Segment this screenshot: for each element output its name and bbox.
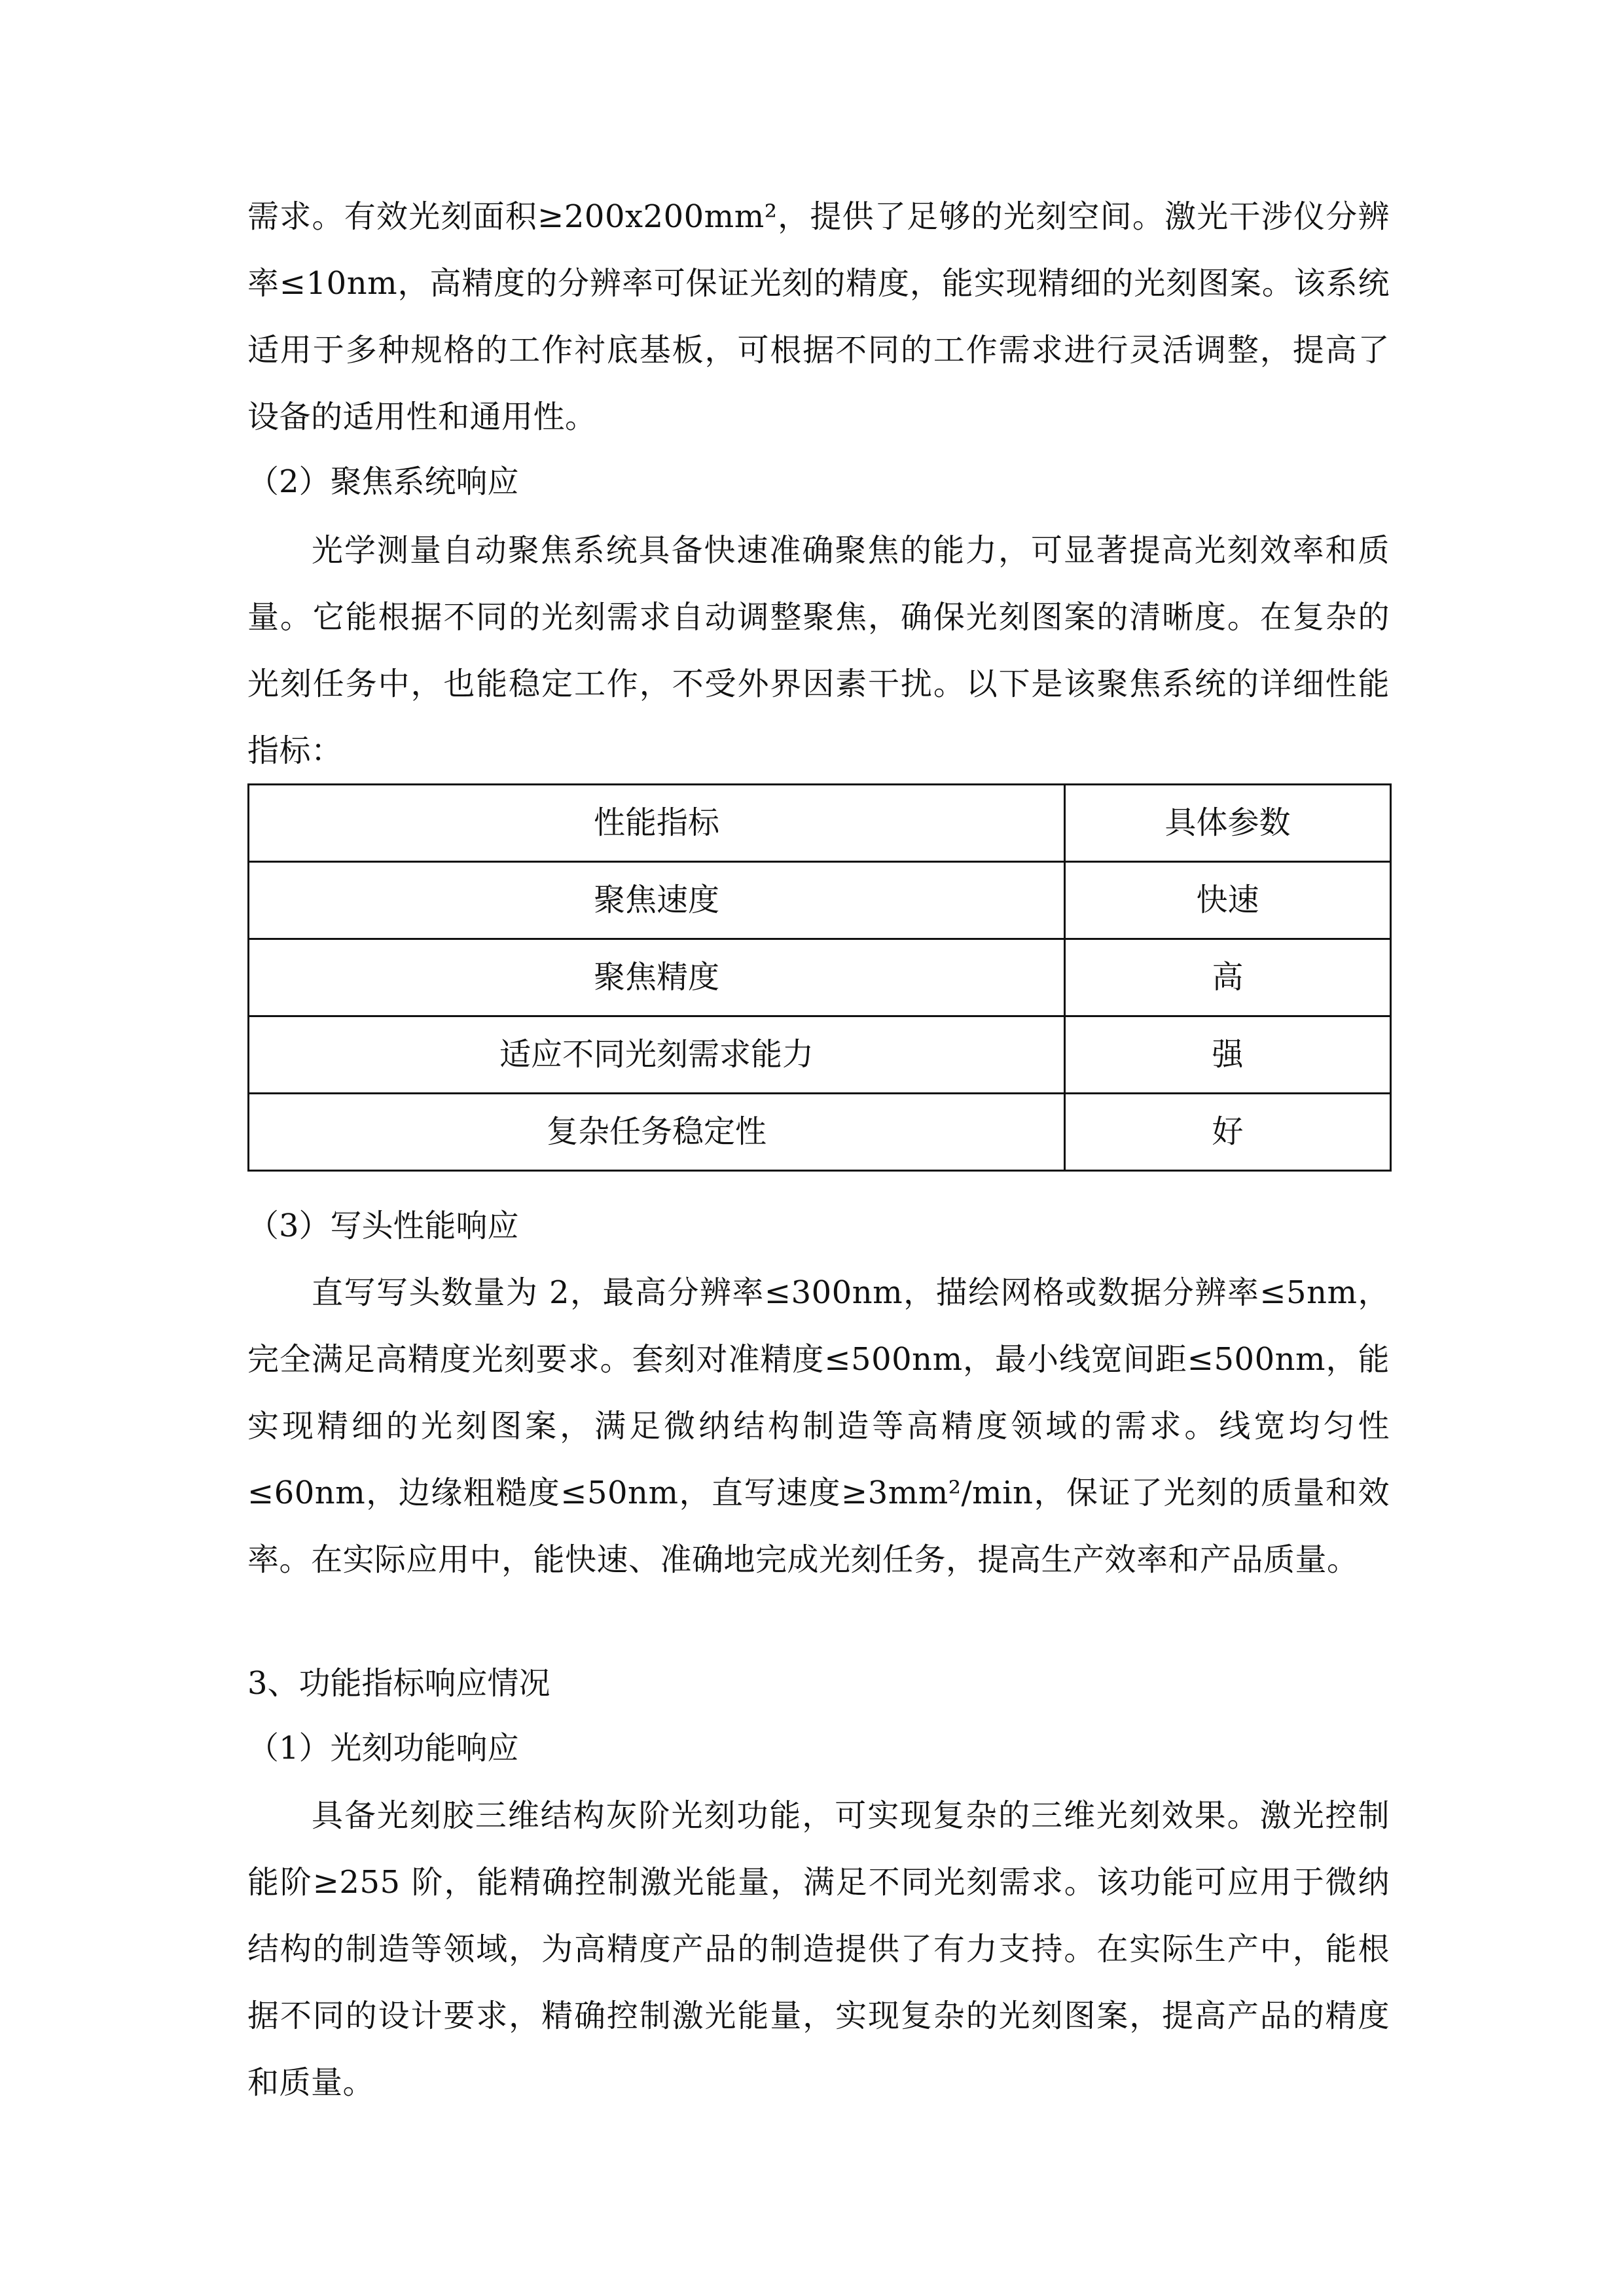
table-cell-value: 高 (1065, 939, 1391, 1016)
table-header-row (249, 785, 1391, 862)
heading-litho-function: （1）光刻功能响应 (247, 1730, 519, 1767)
table-cell-metric: 聚焦速度 (249, 862, 1065, 939)
table-cell-value: 强 (1065, 1016, 1391, 1094)
focus-performance-table (247, 783, 1392, 1172)
heading-focus-system: （2）聚焦系统响应 (247, 463, 519, 500)
paragraph-area-resolution: 需求。有效光刻面积≥200x200mm²，提供了足够的光刻空间。激光干涉仪分辨率≤10nm，高精度的分辨率可保证光刻的精度，能实现精细的光刻图案。该系统适用于多种规格的工作衬底基板，可根据不同的工作需求进行灵活调整，提高了设备的适用性和通用性。 (247, 198, 1390, 435)
table-cell-metric: 复杂任务稳定性 (249, 1094, 1065, 1171)
table-row (249, 1016, 1391, 1094)
heading-write-head: （3）写头性能响应 (247, 1208, 519, 1244)
paragraph-write-head: 直写写头数量为 2，最高分辨率≤300nm，描绘网格或数据分辨率≤5nm，完全满足高精度光刻要求。套刻对准精度≤500nm，最小线宽间距≤500nm，能实现精细的光刻图案，满足微纳结构制造等高精度领域的需求。线宽均匀性≤60nm，边缘粗糙度≤50nm，直写速度≥3mm²/min，保证了光刻的质量和效率。在实际应用中，能快速、准确地完成光刻任务，提高生产效率和产品质量。 (247, 1274, 1390, 1578)
table-cell-metric: 聚焦精度 (249, 939, 1065, 1016)
paragraph-focus-system: 光学测量自动聚焦系统具备快速准确聚焦的能力，可显著提高光刻效率和质量。它能根据不同的光刻需求自动调整聚焦，确保光刻图案的清晰度。在复杂的光刻任务中，也能稳定工作，不受外界因素干扰。以下是该聚焦系统的详细性能指标： (247, 532, 1390, 769)
table-header-metric: 性能指标 (249, 785, 1065, 862)
table-cell-metric: 适应不同光刻需求能力 (249, 1016, 1065, 1094)
table-row (249, 1094, 1391, 1171)
table-cell-value: 快速 (1065, 862, 1391, 939)
table-cell-value: 好 (1065, 1094, 1391, 1171)
table-row (249, 862, 1391, 939)
table-row (249, 939, 1391, 1016)
table-header-value: 具体参数 (1065, 785, 1391, 862)
paragraph-litho-function: 具备光刻胶三维结构灰阶光刻功能，可实现复杂的三维光刻效果。激光控制能阶≥255 阶，能精确控制激光能量，满足不同光刻需求。该功能可应用于微纳结构的制造等领域，为高精度产品的制造提供了有力支持。在实际生产中，能根据不同的设计要求，精确控制激光能量，实现复杂的光刻图案，提高产品的精度和质量。 (247, 1797, 1390, 2101)
heading-function-indicators: 3、功能指标响应情况 (247, 1665, 550, 1702)
